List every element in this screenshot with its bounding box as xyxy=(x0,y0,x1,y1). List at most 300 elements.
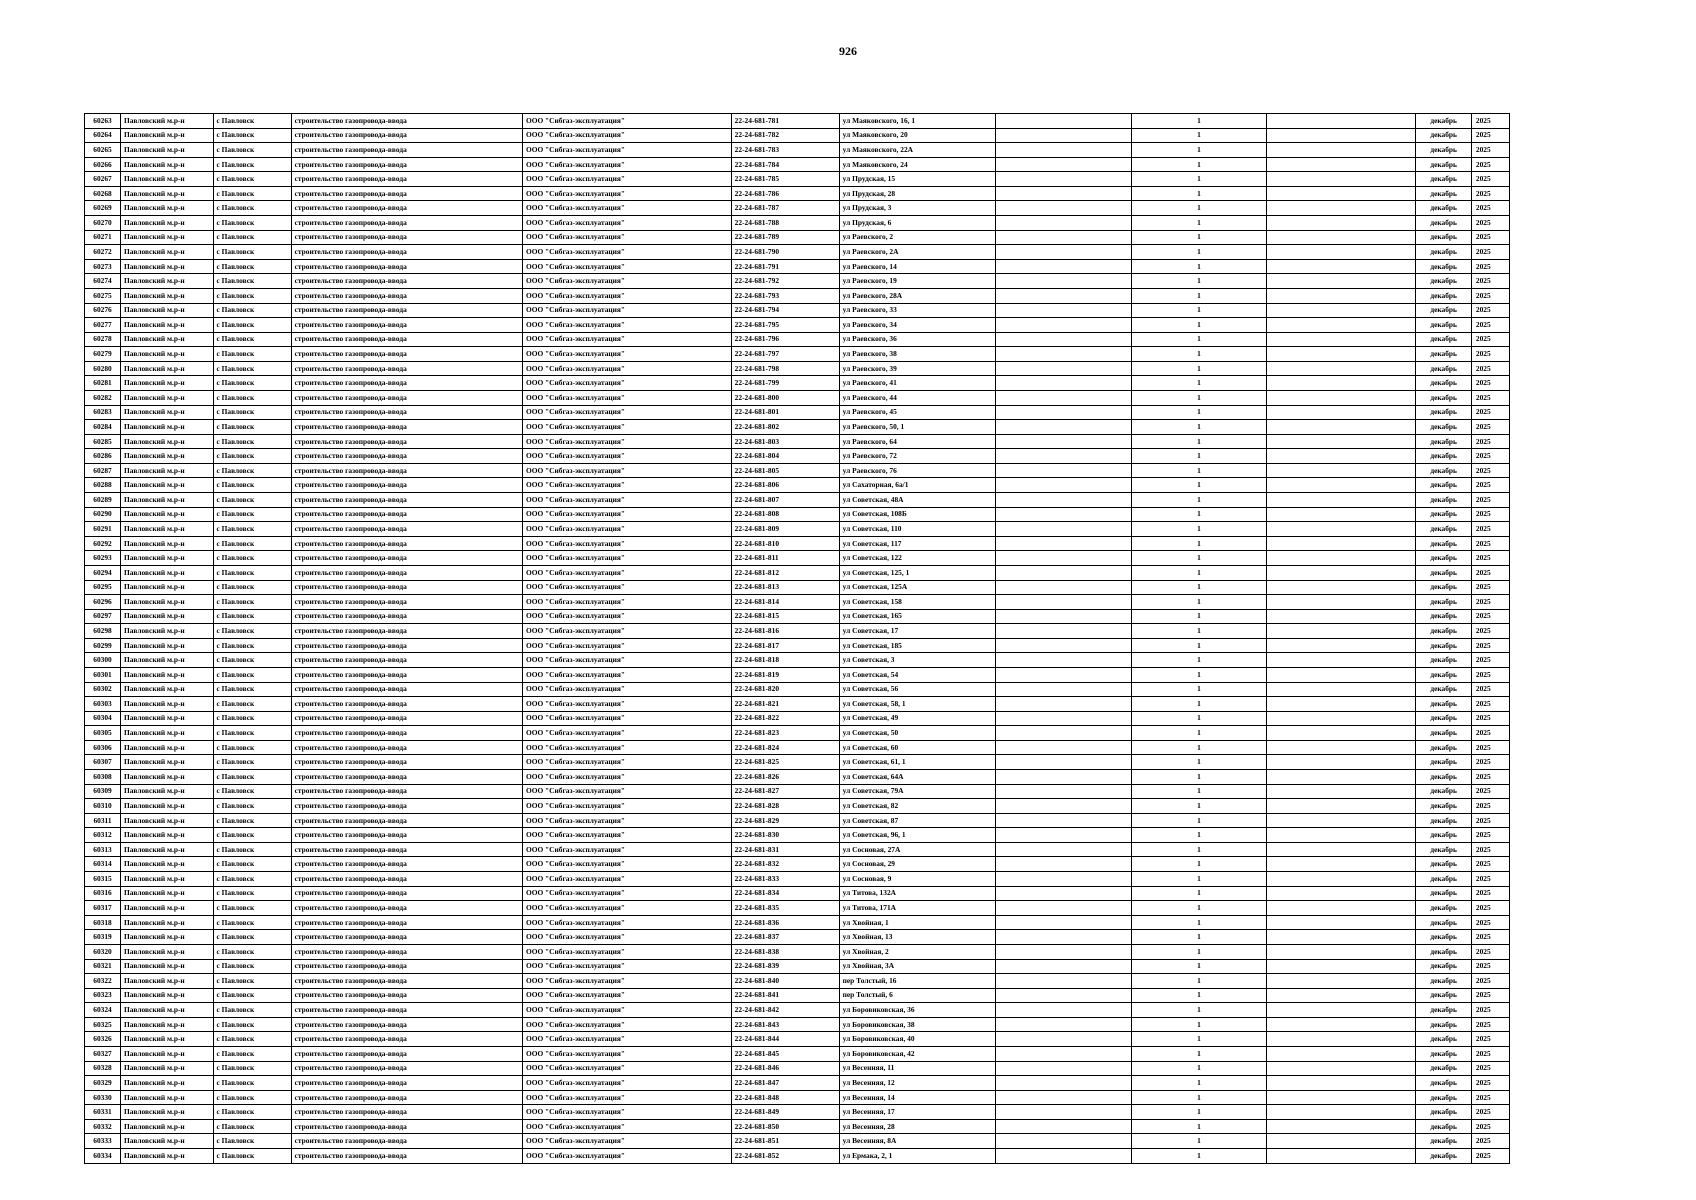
address-cell: ул Весенняя, 17 xyxy=(839,1105,995,1120)
address-cell: ул Хвойная, 2 xyxy=(839,944,995,959)
organization-cell: ООО "Сибгаз-эксплуатация" xyxy=(522,886,731,901)
count-cell: 1 xyxy=(1131,1061,1267,1076)
district-cell: Павловский м.р-н xyxy=(120,390,213,405)
month-cell: декабрь xyxy=(1416,274,1472,289)
address-cell: ул Советская, 117 xyxy=(839,536,995,551)
locality-cell: с Павловск xyxy=(213,522,291,537)
empty-cell xyxy=(995,536,1131,551)
empty-cell xyxy=(1267,507,1416,522)
locality-cell: с Павловск xyxy=(213,799,291,814)
table-row xyxy=(85,901,1510,916)
locality-cell: с Павловск xyxy=(213,376,291,391)
month-cell: декабрь xyxy=(1416,551,1472,566)
locality-cell: с Павловск xyxy=(213,565,291,580)
district-cell: Павловский м.р-н xyxy=(120,784,213,799)
empty-cell xyxy=(1267,493,1416,508)
empty-cell xyxy=(995,303,1131,318)
month-cell: декабрь xyxy=(1416,157,1472,172)
year-cell: 2025 xyxy=(1471,303,1509,318)
empty-cell xyxy=(995,872,1131,887)
row-number: 60277 xyxy=(85,318,121,333)
district-cell: Павловский м.р-н xyxy=(120,157,213,172)
month-cell: декабрь xyxy=(1416,799,1472,814)
month-cell: декабрь xyxy=(1416,565,1472,580)
work-type-cell: строительство газопровода-ввода xyxy=(291,653,522,668)
page-number: 926 xyxy=(839,44,857,58)
count-cell: 1 xyxy=(1131,420,1267,435)
district-cell: Павловский м.р-н xyxy=(120,842,213,857)
table-row xyxy=(85,697,1510,712)
year-cell: 2025 xyxy=(1471,1090,1509,1105)
empty-cell xyxy=(995,974,1131,989)
object-code-cell: 22-24-681-785 xyxy=(731,172,839,187)
organization-cell: ООО "Сибгаз-эксплуатация" xyxy=(522,420,731,435)
table-row xyxy=(85,872,1510,887)
address-cell: ул Маяковского, 22А xyxy=(839,143,995,158)
table-row xyxy=(85,259,1510,274)
year-cell: 2025 xyxy=(1471,930,1509,945)
district-cell: Павловский м.р-н xyxy=(120,872,213,887)
row-number: 60288 xyxy=(85,478,121,493)
district-cell: Павловский м.р-н xyxy=(120,434,213,449)
empty-cell xyxy=(995,405,1131,420)
object-code-cell: 22-24-681-851 xyxy=(731,1134,839,1149)
table-row xyxy=(85,974,1510,989)
month-cell: декабрь xyxy=(1416,872,1472,887)
address-cell: пер Толстый, 6 xyxy=(839,988,995,1003)
locality-cell: с Павловск xyxy=(213,259,291,274)
district-cell: Павловский м.р-н xyxy=(120,565,213,580)
row-number: 60317 xyxy=(85,901,121,916)
empty-cell xyxy=(1267,886,1416,901)
count-cell: 1 xyxy=(1131,1032,1267,1047)
object-code-cell: 22-24-681-805 xyxy=(731,463,839,478)
table-row xyxy=(85,507,1510,522)
address-cell: ул Сосновая, 9 xyxy=(839,872,995,887)
district-cell: Павловский м.р-н xyxy=(120,813,213,828)
address-cell: ул Прудская, 28 xyxy=(839,186,995,201)
table-row xyxy=(85,463,1510,478)
table-row xyxy=(85,551,1510,566)
empty-cell xyxy=(995,580,1131,595)
empty-cell xyxy=(1267,711,1416,726)
locality-cell: с Павловск xyxy=(213,842,291,857)
month-cell: декабрь xyxy=(1416,1134,1472,1149)
year-cell: 2025 xyxy=(1471,726,1509,741)
district-cell: Павловский м.р-н xyxy=(120,143,213,158)
count-cell: 1 xyxy=(1131,536,1267,551)
table-row xyxy=(85,1047,1510,1062)
count-cell: 1 xyxy=(1131,624,1267,639)
organization-cell: ООО "Сибгаз-эксплуатация" xyxy=(522,114,731,129)
empty-cell xyxy=(1267,1047,1416,1062)
locality-cell: с Павловск xyxy=(213,216,291,231)
empty-cell xyxy=(995,522,1131,537)
empty-cell xyxy=(1267,420,1416,435)
work-type-cell: строительство газопровода-ввода xyxy=(291,595,522,610)
count-cell: 1 xyxy=(1131,157,1267,172)
organization-cell: ООО "Сибгаз-эксплуатация" xyxy=(522,697,731,712)
work-type-cell: строительство газопровода-ввода xyxy=(291,522,522,537)
table-row xyxy=(85,799,1510,814)
address-cell: ул Советская, 165 xyxy=(839,609,995,624)
month-cell: декабрь xyxy=(1416,1119,1472,1134)
work-type-cell: строительство газопровода-ввода xyxy=(291,493,522,508)
address-cell: ул Сосновая, 29 xyxy=(839,857,995,872)
empty-cell xyxy=(995,1047,1131,1062)
count-cell: 1 xyxy=(1131,959,1267,974)
organization-cell: ООО "Сибгаз-эксплуатация" xyxy=(522,434,731,449)
work-type-cell: строительство газопровода-ввода xyxy=(291,872,522,887)
organization-cell: ООО "Сибгаз-эксплуатация" xyxy=(522,230,731,245)
locality-cell: с Павловск xyxy=(213,944,291,959)
empty-cell xyxy=(995,784,1131,799)
empty-cell xyxy=(995,245,1131,260)
work-type-cell: строительство газопровода-ввода xyxy=(291,697,522,712)
month-cell: декабрь xyxy=(1416,580,1472,595)
district-cell: Павловский м.р-н xyxy=(120,522,213,537)
work-type-cell: строительство газопровода-ввода xyxy=(291,828,522,843)
empty-cell xyxy=(1267,318,1416,333)
year-cell: 2025 xyxy=(1471,1076,1509,1091)
row-number: 60286 xyxy=(85,449,121,464)
locality-cell: с Павловск xyxy=(213,1134,291,1149)
year-cell: 2025 xyxy=(1471,114,1509,129)
organization-cell: ООО "Сибгаз-эксплуатация" xyxy=(522,595,731,610)
empty-cell xyxy=(1267,682,1416,697)
locality-cell: с Павловск xyxy=(213,1076,291,1091)
year-cell: 2025 xyxy=(1471,128,1509,143)
year-cell: 2025 xyxy=(1471,857,1509,872)
organization-cell: ООО "Сибгаз-эксплуатация" xyxy=(522,259,731,274)
organization-cell: ООО "Сибгаз-эксплуатация" xyxy=(522,1047,731,1062)
address-cell: ул Советская, 3 xyxy=(839,653,995,668)
locality-cell: с Павловск xyxy=(213,872,291,887)
empty-cell xyxy=(995,551,1131,566)
row-number: 60333 xyxy=(85,1134,121,1149)
month-cell: декабрь xyxy=(1416,1017,1472,1032)
district-cell: Павловский м.р-н xyxy=(120,770,213,785)
row-number: 60326 xyxy=(85,1032,121,1047)
object-code-cell: 22-24-681-798 xyxy=(731,361,839,376)
count-cell: 1 xyxy=(1131,201,1267,216)
object-code-cell: 22-24-681-790 xyxy=(731,245,839,260)
empty-cell xyxy=(1267,638,1416,653)
address-cell: ул Советская, 50 xyxy=(839,726,995,741)
month-cell: декабрь xyxy=(1416,390,1472,405)
row-number: 60292 xyxy=(85,536,121,551)
table-row xyxy=(85,988,1510,1003)
month-cell: декабрь xyxy=(1416,755,1472,770)
empty-cell xyxy=(1267,1105,1416,1120)
table-row xyxy=(85,347,1510,362)
address-cell: ул Раевского, 64 xyxy=(839,434,995,449)
table-row xyxy=(85,624,1510,639)
table-row xyxy=(85,114,1510,129)
locality-cell: с Павловск xyxy=(213,1017,291,1032)
district-cell: Павловский м.р-н xyxy=(120,1032,213,1047)
organization-cell: ООО "Сибгаз-эксплуатация" xyxy=(522,609,731,624)
empty-cell xyxy=(995,857,1131,872)
organization-cell: ООО "Сибгаз-эксплуатация" xyxy=(522,959,731,974)
table-row xyxy=(85,1003,1510,1018)
work-type-cell: строительство газопровода-ввода xyxy=(291,1032,522,1047)
month-cell: декабрь xyxy=(1416,1105,1472,1120)
empty-cell xyxy=(995,1105,1131,1120)
month-cell: декабрь xyxy=(1416,886,1472,901)
empty-cell xyxy=(1267,872,1416,887)
empty-cell xyxy=(995,230,1131,245)
object-code-cell: 22-24-681-846 xyxy=(731,1061,839,1076)
count-cell: 1 xyxy=(1131,463,1267,478)
object-code-cell: 22-24-681-782 xyxy=(731,128,839,143)
table-row xyxy=(85,857,1510,872)
year-cell: 2025 xyxy=(1471,551,1509,566)
year-cell: 2025 xyxy=(1471,872,1509,887)
district-cell: Павловский м.р-н xyxy=(120,347,213,362)
locality-cell: с Павловск xyxy=(213,1149,291,1164)
work-type-cell: строительство газопровода-ввода xyxy=(291,609,522,624)
empty-cell xyxy=(995,1090,1131,1105)
empty-cell xyxy=(995,463,1131,478)
object-code-cell: 22-24-681-836 xyxy=(731,915,839,930)
row-number: 60290 xyxy=(85,507,121,522)
count-cell: 1 xyxy=(1131,434,1267,449)
month-cell: декабрь xyxy=(1416,711,1472,726)
work-type-cell: строительство газопровода-ввода xyxy=(291,274,522,289)
year-cell: 2025 xyxy=(1471,784,1509,799)
year-cell: 2025 xyxy=(1471,580,1509,595)
locality-cell: с Павловск xyxy=(213,609,291,624)
year-cell: 2025 xyxy=(1471,245,1509,260)
row-number: 60294 xyxy=(85,565,121,580)
empty-cell xyxy=(995,1061,1131,1076)
empty-cell xyxy=(1267,959,1416,974)
row-number: 60303 xyxy=(85,697,121,712)
year-cell: 2025 xyxy=(1471,332,1509,347)
address-cell: ул Советская, 79А xyxy=(839,784,995,799)
month-cell: декабрь xyxy=(1416,332,1472,347)
empty-cell xyxy=(1267,536,1416,551)
address-cell: ул Прудская, 3 xyxy=(839,201,995,216)
work-type-cell: строительство газопровода-ввода xyxy=(291,1134,522,1149)
object-code-cell: 22-24-681-829 xyxy=(731,813,839,828)
address-cell: ул Сахаторная, 6а/1 xyxy=(839,478,995,493)
row-number: 60312 xyxy=(85,828,121,843)
row-number: 60323 xyxy=(85,988,121,1003)
object-code-cell: 22-24-681-795 xyxy=(731,318,839,333)
address-cell: ул Раевского, 14 xyxy=(839,259,995,274)
table-row xyxy=(85,1119,1510,1134)
locality-cell: с Павловск xyxy=(213,726,291,741)
month-cell: декабрь xyxy=(1416,522,1472,537)
work-type-cell: строительство газопровода-ввода xyxy=(291,347,522,362)
object-code-cell: 22-24-681-816 xyxy=(731,624,839,639)
count-cell: 1 xyxy=(1131,1047,1267,1062)
object-code-cell: 22-24-681-841 xyxy=(731,988,839,1003)
organization-cell: ООО "Сибгаз-эксплуатация" xyxy=(522,347,731,362)
locality-cell: с Павловск xyxy=(213,755,291,770)
organization-cell: ООО "Сибгаз-эксплуатация" xyxy=(522,405,731,420)
object-code-cell: 22-24-681-839 xyxy=(731,959,839,974)
object-code-cell: 22-24-681-814 xyxy=(731,595,839,610)
object-code-cell: 22-24-681-844 xyxy=(731,1032,839,1047)
table-row xyxy=(85,1090,1510,1105)
year-cell: 2025 xyxy=(1471,813,1509,828)
empty-cell xyxy=(995,755,1131,770)
district-cell: Павловский м.р-н xyxy=(120,318,213,333)
row-number: 60284 xyxy=(85,420,121,435)
year-cell: 2025 xyxy=(1471,638,1509,653)
address-cell: ул Боровиковская, 40 xyxy=(839,1032,995,1047)
empty-cell xyxy=(1267,1032,1416,1047)
table-row xyxy=(85,1134,1510,1149)
count-cell: 1 xyxy=(1131,143,1267,158)
empty-cell xyxy=(1267,565,1416,580)
district-cell: Павловский м.р-н xyxy=(120,478,213,493)
district-cell: Павловский м.р-н xyxy=(120,624,213,639)
year-cell: 2025 xyxy=(1471,799,1509,814)
count-cell: 1 xyxy=(1131,755,1267,770)
count-cell: 1 xyxy=(1131,347,1267,362)
object-code-cell: 22-24-681-835 xyxy=(731,901,839,916)
year-cell: 2025 xyxy=(1471,1134,1509,1149)
locality-cell: с Павловск xyxy=(213,347,291,362)
count-cell: 1 xyxy=(1131,551,1267,566)
count-cell: 1 xyxy=(1131,726,1267,741)
district-cell: Павловский м.р-н xyxy=(120,944,213,959)
organization-cell: ООО "Сибгаз-эксплуатация" xyxy=(522,784,731,799)
empty-cell xyxy=(995,711,1131,726)
empty-cell xyxy=(1267,697,1416,712)
table-row xyxy=(85,361,1510,376)
month-cell: декабрь xyxy=(1416,1090,1472,1105)
table-row xyxy=(85,1149,1510,1164)
count-cell: 1 xyxy=(1131,449,1267,464)
locality-cell: с Павловск xyxy=(213,245,291,260)
work-type-cell: строительство газопровода-ввода xyxy=(291,770,522,785)
empty-cell xyxy=(1267,915,1416,930)
address-cell: ул Советская, 110 xyxy=(839,522,995,537)
row-number: 60318 xyxy=(85,915,121,930)
address-cell: ул Раевского, 45 xyxy=(839,405,995,420)
district-cell: Павловский м.р-н xyxy=(120,799,213,814)
table-row xyxy=(85,332,1510,347)
district-cell: Павловский м.р-н xyxy=(120,580,213,595)
empty-cell xyxy=(1267,857,1416,872)
table-row xyxy=(85,944,1510,959)
address-cell: ул Хвойная, 3А xyxy=(839,959,995,974)
object-code-cell: 22-24-681-802 xyxy=(731,420,839,435)
empty-cell xyxy=(995,624,1131,639)
work-type-cell: строительство газопровода-ввода xyxy=(291,172,522,187)
organization-cell: ООО "Сибгаз-эксплуатация" xyxy=(522,755,731,770)
object-code-cell: 22-24-681-830 xyxy=(731,828,839,843)
object-code-cell: 22-24-681-808 xyxy=(731,507,839,522)
count-cell: 1 xyxy=(1131,828,1267,843)
work-type-cell: строительство газопровода-ввода xyxy=(291,143,522,158)
count-cell: 1 xyxy=(1131,930,1267,945)
district-cell: Павловский м.р-н xyxy=(120,114,213,129)
empty-cell xyxy=(995,288,1131,303)
object-code-cell: 22-24-681-817 xyxy=(731,638,839,653)
month-cell: декабрь xyxy=(1416,1003,1472,1018)
address-cell: ул Советская, 87 xyxy=(839,813,995,828)
table-row xyxy=(85,609,1510,624)
object-code-cell: 22-24-681-810 xyxy=(731,536,839,551)
district-cell: Павловский м.р-н xyxy=(120,1003,213,1018)
organization-cell: ООО "Сибгаз-эксплуатация" xyxy=(522,128,731,143)
district-cell: Павловский м.р-н xyxy=(120,463,213,478)
organization-cell: ООО "Сибгаз-эксплуатация" xyxy=(522,901,731,916)
table-row xyxy=(85,1017,1510,1032)
row-number: 60285 xyxy=(85,434,121,449)
row-number: 60296 xyxy=(85,595,121,610)
empty-cell xyxy=(1267,1149,1416,1164)
table-row xyxy=(85,813,1510,828)
table-row xyxy=(85,565,1510,580)
locality-cell: с Павловск xyxy=(213,186,291,201)
organization-cell: ООО "Сибгаз-эксплуатация" xyxy=(522,1032,731,1047)
month-cell: декабрь xyxy=(1416,303,1472,318)
row-number: 60272 xyxy=(85,245,121,260)
organization-cell: ООО "Сибгаз-эксплуатация" xyxy=(522,653,731,668)
table-row xyxy=(85,1076,1510,1091)
empty-cell xyxy=(1267,259,1416,274)
row-number: 60308 xyxy=(85,770,121,785)
locality-cell: с Павловск xyxy=(213,915,291,930)
empty-cell xyxy=(995,1134,1131,1149)
count-cell: 1 xyxy=(1131,332,1267,347)
table-row xyxy=(85,740,1510,755)
year-cell: 2025 xyxy=(1471,390,1509,405)
month-cell: декабрь xyxy=(1416,609,1472,624)
count-cell: 1 xyxy=(1131,245,1267,260)
work-type-cell: строительство газопровода-ввода xyxy=(291,799,522,814)
table-row xyxy=(85,434,1510,449)
month-cell: декабрь xyxy=(1416,478,1472,493)
empty-cell xyxy=(995,901,1131,916)
locality-cell: с Павловск xyxy=(213,1105,291,1120)
work-type-cell: строительство газопровода-ввода xyxy=(291,288,522,303)
month-cell: декабрь xyxy=(1416,901,1472,916)
year-cell: 2025 xyxy=(1471,1017,1509,1032)
empty-cell xyxy=(995,172,1131,187)
empty-cell xyxy=(995,813,1131,828)
organization-cell: ООО "Сибгаз-эксплуатация" xyxy=(522,522,731,537)
work-type-cell: строительство газопровода-ввода xyxy=(291,624,522,639)
object-code-cell: 22-24-681-819 xyxy=(731,667,839,682)
month-cell: декабрь xyxy=(1416,813,1472,828)
year-cell: 2025 xyxy=(1471,201,1509,216)
district-cell: Павловский м.р-н xyxy=(120,449,213,464)
empty-cell xyxy=(1267,755,1416,770)
address-cell: ул Раевского, 39 xyxy=(839,361,995,376)
year-cell: 2025 xyxy=(1471,536,1509,551)
row-number: 60283 xyxy=(85,405,121,420)
district-cell: Павловский м.р-н xyxy=(120,653,213,668)
row-number: 60327 xyxy=(85,1047,121,1062)
address-cell: ул Раевского, 38 xyxy=(839,347,995,362)
organization-cell: ООО "Сибгаз-эксплуатация" xyxy=(522,828,731,843)
count-cell: 1 xyxy=(1131,405,1267,420)
row-number: 60311 xyxy=(85,813,121,828)
empty-cell xyxy=(1267,609,1416,624)
address-cell: ул Титова, 132А xyxy=(839,886,995,901)
object-code-cell: 22-24-681-840 xyxy=(731,974,839,989)
organization-cell: ООО "Сибгаз-эксплуатация" xyxy=(522,857,731,872)
table-row xyxy=(85,230,1510,245)
